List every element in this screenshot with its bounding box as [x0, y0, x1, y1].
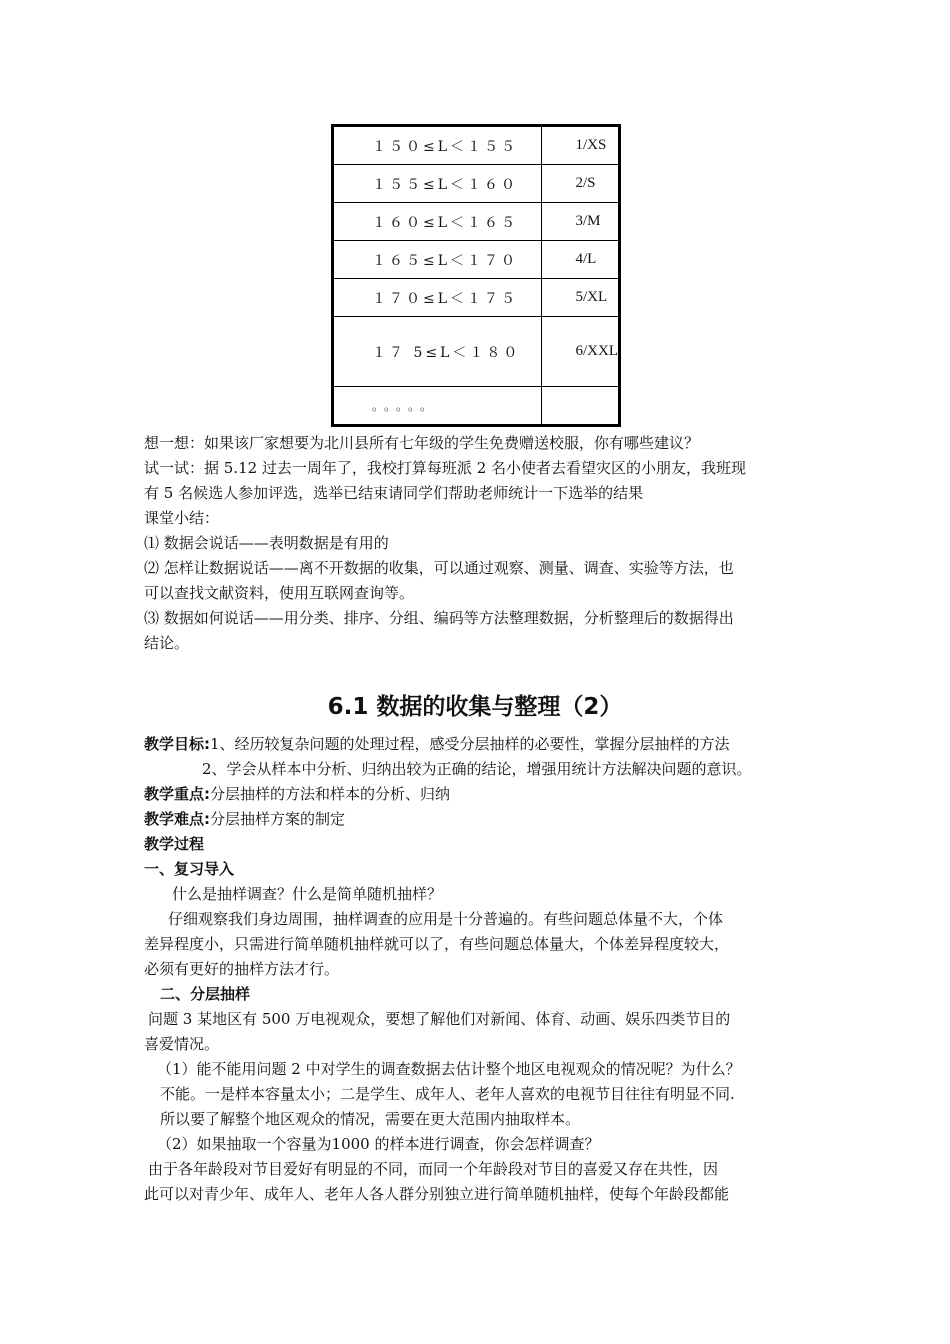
- height-range-cell: １７ 5≤L＜１８０: [333, 317, 542, 387]
- answer-2: 由于各年龄段对节目爱好有明显的不同，而同一个年龄段对节目的喜爱又存在共性，因: [148, 1160, 719, 1178]
- review-paragraph-end: 必须有更好的抽样方法才行。: [144, 960, 340, 978]
- size-code-cell: 1/XS: [541, 126, 620, 165]
- table-row: [333, 165, 620, 203]
- height-range-cell: １７０≤L＜１７５: [333, 279, 542, 317]
- height-range-cell: １６０≤L＜１６５: [333, 203, 542, 241]
- key-label: 教学重点:: [144, 785, 210, 803]
- answer-2-cont: 此可以对青少年、成年人、老年人各人群分别独立进行简单随机抽样，使每个年龄段都能: [144, 1185, 730, 1203]
- height-range-cell: １５５≤L＜１６０: [333, 165, 542, 203]
- summary-item-1: ⑴ 数据会说话——表明数据是有用的: [144, 534, 389, 552]
- size-code-cell: 2/S: [541, 165, 620, 203]
- process-heading: 教学过程: [144, 835, 205, 853]
- size-code-cell: 4/L: [541, 241, 620, 279]
- section-title: 6.1 数据的收集与整理（2）: [327, 694, 623, 720]
- size-code-cell: 3/M: [541, 203, 620, 241]
- table-row: [333, 387, 620, 426]
- teaching-goal-line: [144, 732, 816, 756]
- summary-heading: 课堂小结：: [144, 509, 220, 527]
- goal-1: 1、经历较复杂问题的处理过程，感受分层抽样的必要性，掌握分层抽样的方法: [210, 735, 730, 753]
- stratified-heading: 二、分层抽样: [160, 985, 251, 1003]
- difficulty-label: 教学难点:: [144, 810, 210, 828]
- key-point-line: [144, 782, 816, 806]
- key-point: 分层抽样的方法和样本的分析、归纳: [210, 785, 451, 803]
- problem-3-cont: 喜爱情况。: [144, 1035, 220, 1053]
- review-heading: 一、复习导入: [144, 860, 235, 878]
- review-question: 什么是抽样调查？什么是简单随机抽样？: [172, 885, 443, 903]
- size-table: [331, 124, 621, 427]
- difficulty-line: [144, 807, 816, 831]
- question-1: （1）能不能用问题 2 中对学生的调查数据去估计整个地区电视观众的情况呢？为什么？: [157, 1060, 741, 1078]
- think-paragraph: 想一想：如果该厂家想要为北川县所有七年级的学生免费赠送校服，你有哪些建议？: [144, 434, 700, 452]
- table-row: [333, 241, 620, 279]
- try-paragraph: 试一试：据 5.12 过去一周年了，我校打算每班派 2 名小使者去看望灾区的小朋友，我班现: [144, 459, 747, 477]
- summary-item-3-cont: 结论。: [144, 634, 190, 652]
- review-paragraph: 仔细观察我们身边周围，抽样调查的应用是十分普遍的。有些问题总体量不大，个体: [168, 910, 724, 928]
- size-code-cell: 6/XXL: [541, 317, 620, 387]
- goal-label: 教学目标:: [144, 735, 210, 753]
- height-range-cell: １６５≤L＜１７０: [333, 241, 542, 279]
- height-range-cell: １５０≤L＜１５５: [333, 126, 542, 165]
- answer-1-cont: 所以要了解整个地区观众的情况，需要在更大范围内抽取样本。: [160, 1110, 581, 1128]
- review-paragraph-cont: 差异程度小，只需进行简单随机抽样就可以了，有些问题总体量大，个体差异程度较大，: [144, 935, 730, 953]
- question-2: （2）如果抽取一个容量为1000 的样本进行调查，你会怎样调查？: [157, 1135, 600, 1153]
- problem-3: 问题 3 某地区有 500 万电视观众，要想了解他们对新闻、体育、动画、娱乐四类节目的: [148, 1010, 731, 1028]
- summary-item-2: ⑵ 怎样让数据说话——离不开数据的收集，可以通过观察、测量、调查、实验等方法，也: [144, 559, 734, 577]
- answer-1: 不能。一是样本容量太小；二是学生、成年人、老年人喜欢的电视节目往往有明显不同.: [160, 1085, 735, 1103]
- goal-2: 2、学会从样本中分析、归纳出较为正确的结论，增强用统计方法解决问题的意识。: [202, 760, 752, 778]
- try-paragraph-cont: 有 5 名候选人参加评选，选举已结束请同学们帮助老师统计一下选举的结果: [144, 484, 644, 502]
- size-code-cell: 5/XL: [541, 279, 620, 317]
- summary-item-3: ⑶ 数据如何说话——用分类、排序、分组、编码等方法整理数据，分析整理后的数据得出: [144, 609, 734, 627]
- table-row: [333, 126, 620, 165]
- summary-item-2-cont: 可以查找文献资料，使用互联网查询等。: [144, 584, 415, 602]
- size-code-cell: [541, 387, 620, 426]
- difficulty: 分层抽样方案的制定: [210, 810, 346, 828]
- table-row: [333, 317, 620, 387]
- table-row: [333, 203, 620, 241]
- height-range-cell: 。。。。。: [333, 387, 542, 426]
- table-row: [333, 279, 620, 317]
